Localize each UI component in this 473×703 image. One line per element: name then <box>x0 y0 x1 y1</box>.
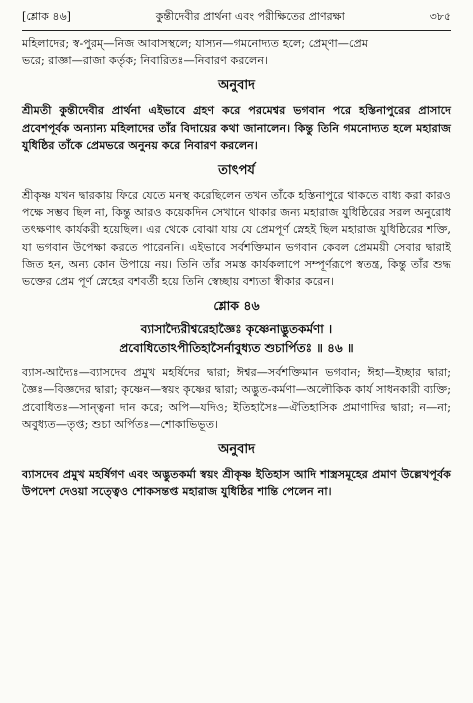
translation-text-2: ব্যাসদেব প্রমুখ মহর্ষিগণ এবং অদ্ভুতকর্মা স্বয়ং শ্রীকৃষ্ণ ইতিহাস আদি শাস্ত্রসমূহের প্রমাণ উল্লেখপূর্বক উপদেশ দেওয়া সত্ত্বেও শোকসন্তপ্ত মহারাজ যুধিষ্ঠির শান্তি পেলেন না। <box>22 467 451 499</box>
translation-heading-2: অনুবাদ <box>218 442 255 458</box>
header-verse-ref: [শ্লোক ৪৬] <box>22 10 71 23</box>
translation-heading: অনুবাদ <box>218 78 255 94</box>
page-number: ৩৮৫ <box>429 10 451 23</box>
translation-text: শ্রীমতী কুন্তীদেবীর প্রার্থনা এইভাবে গ্রহণ করে পরমেশ্বর ভগবান পরে হস্তিনাপুরের প্রাসাদে প্রবেশপূর্বক অন্যান্য মহিলাদের তাঁর বিদায়ের কথা জানালেন। কিন্তু তিনি গমনোদ্যত হলে মহারাজ যুধিষ্ঠির তাঁকে প্রেমভরে অনুনয় করে নিবারণ করলেন। <box>22 103 451 152</box>
synonyms-continued-line-2: ভরে; রাজ্ঞা—রাজা কর্তৃক; নিবারিতঃ—নিবারণ করলেন। <box>22 54 268 68</box>
header-chapter-title: কুন্তীদেবীর প্রার্থনা এবং পরীক্ষিতের প্রাণরক্ষা <box>155 10 345 23</box>
verse-line-2: প্রবোধিতোঽপীতিহাসৈর্নাবুধ্যত শুচার্পিতঃ ॥ ৪৬ ॥ <box>119 341 354 356</box>
verse-number: শ্লোক ৪৬ <box>213 298 260 314</box>
page-header <box>22 8 451 31</box>
purport-text: শ্রীকৃষ্ণ যখন দ্বারকায় ফিরে যেতে মনস্থ করেছিলেন তখন তাঁকে হস্তিনাপুরে থাকতে বাধ্য করা কারও পক্ষে সম্ভব ছিল না, কিন্তু আরও কয়েকদিন সেখানে থাকার জন্য মহারাজ যুধিষ্ঠিরের সরল অনুরোধ তৎক্ষণাৎ কার্যকরী হয়েছিল। এর থেকে বোঝা যায় যে প্রেমপূর্ণ স্নেহই ছিল মহারাজ যুধিষ্ঠিরের শক্তি, যা ভগবান উপেক্ষা করতে পারেননি। এইভাবে সর্বশক্তিমান ভগবান কেবল প্রেমময়ী সেবার দ্বারাই জিত হন, অন্য কোন উপায়ে নয়। তিনি তাঁর সমস্ত কার্যকলাপে সম্পূর্ণরূপে স্বতন্ত্র, কিন্তু তাঁর শুদ্ধ ভক্তের প্রেম পূর্ণ স্নেহের বশবর্তী হয়ে তিনি স্বেচ্ছায় বশ্যতা স্বীকার করেন। <box>22 189 451 289</box>
verse-line-1: ব্যাসাদ্যৈরীশ্বরেহাজ্ঞৈঃ কৃষ্ণেনাদ্ভুতকর্মণা । <box>140 322 333 337</box>
purport-heading: তাৎপর্য <box>218 163 255 179</box>
synonyms-continued-line-1: মহিলাদের; স্ব-পুরম্—নিজ আবাসস্থলে; যাস্যন—গমনোদ্যত হলে; প্রেম্ণা—প্রেম <box>22 37 369 50</box>
synonyms-text: ব্যাস-আদ্যৈঃ—ব্যাসদেব প্রমুখ মহর্ষিদের দ্বারা; ঈশ্বর—সর্বশক্তিমান ভগবান; ঈহা—ইচ্ছার দ্বারা; জ্ঞৈঃ—বিজ্ঞদের দ্বারা; কৃষ্ণেন—স্বয়ং কৃষ্ণের দ্বারা; অদ্ভুত-কর্মণা—অলৌকিক কার্য সাধনকারী ব্যক্তি; প্রবোধিতঃ—সান্ত্বনা দান করে; অপি—যদিও; ইতিহাসৈঃ—ঐতিহাসিক প্রমাণাদির দ্বারা; ন—না; অবুধ্যত—তৃপ্ত; শুচা অর্পিতঃ—শোকাভিভূত। <box>22 366 451 431</box>
